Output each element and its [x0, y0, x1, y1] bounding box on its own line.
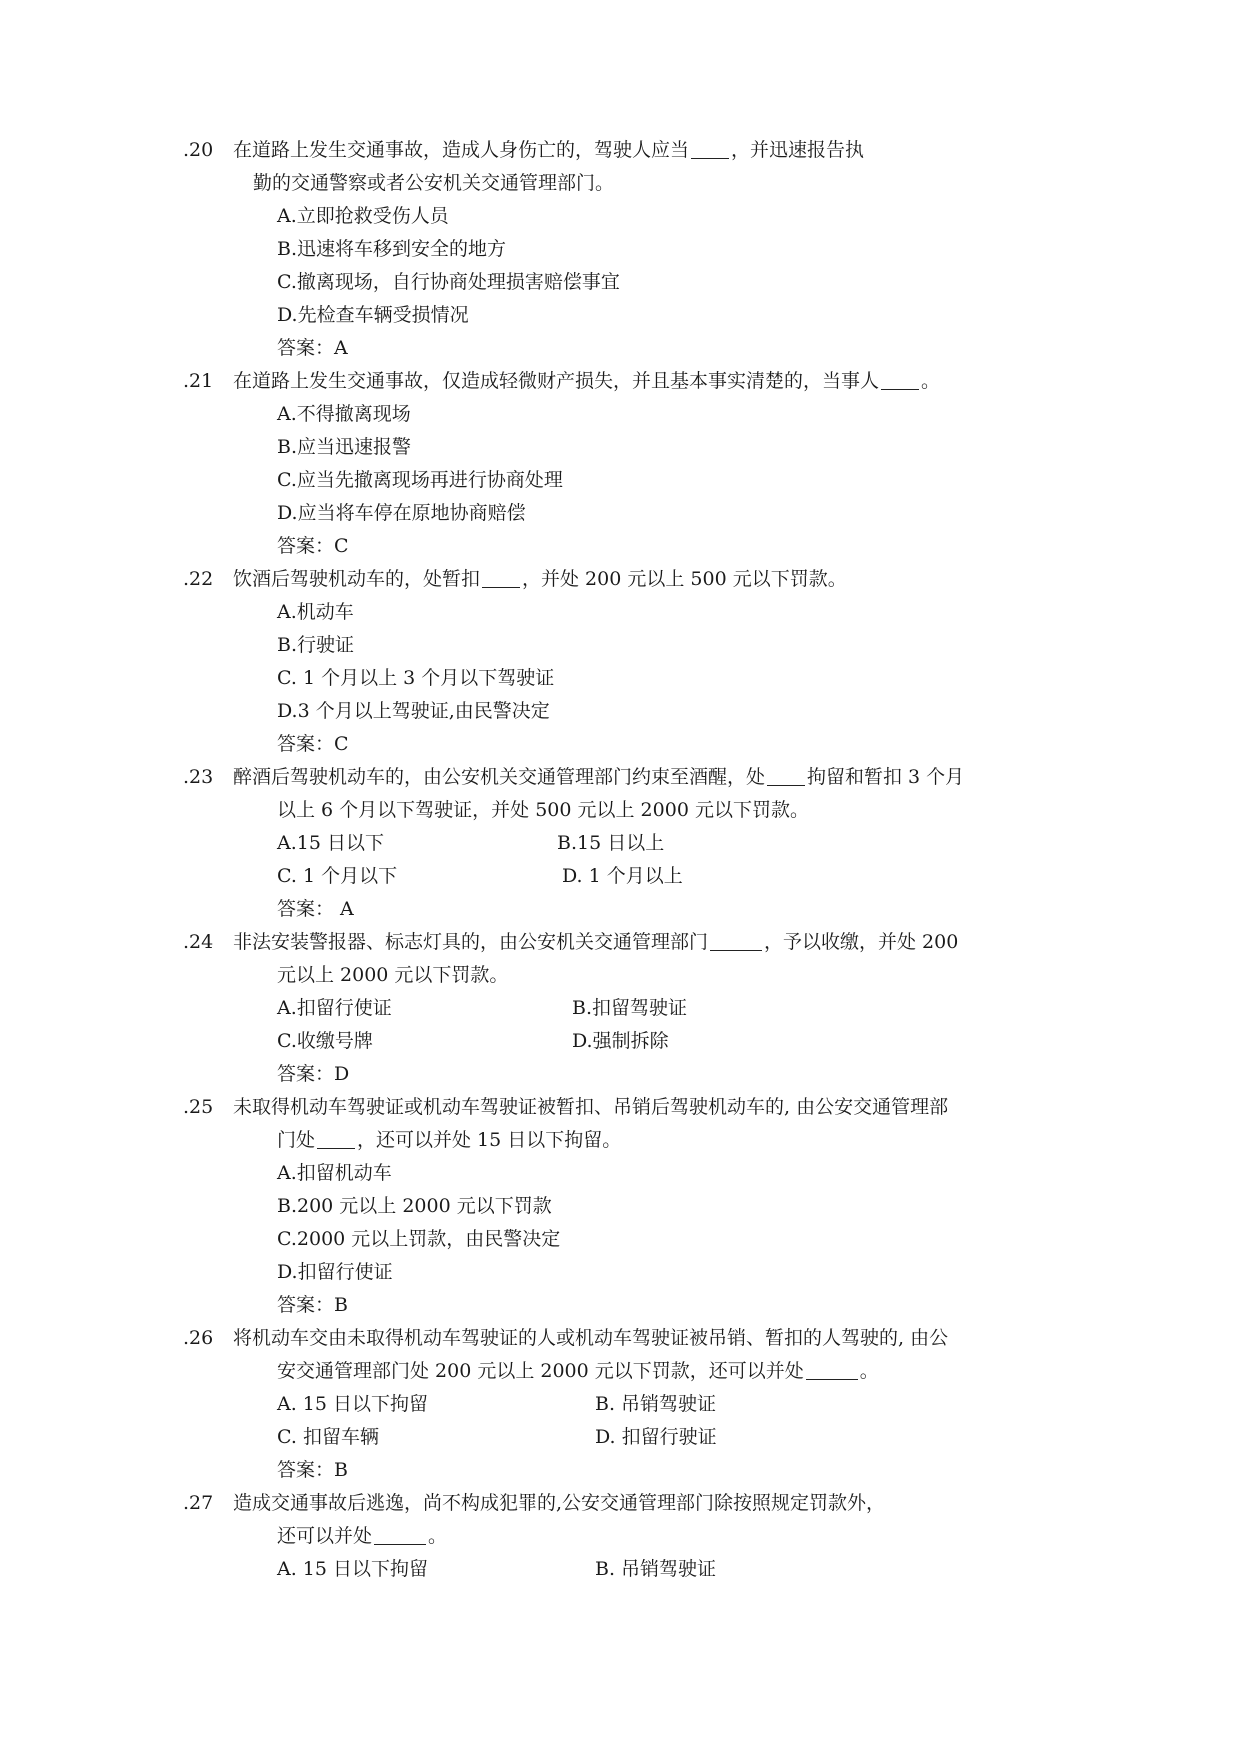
stem-text: 拘留和暂扣 3 个月 [807, 766, 965, 788]
answer: 答案：B [277, 1294, 348, 1316]
answer: 答案：C [277, 733, 349, 755]
stem-text: 醉酒后驾驶机动车的，由公安机关交通管理部门约束至酒醒，处 [233, 766, 766, 788]
option-row [183, 1553, 1063, 1586]
option-c: C. 1 个月以上 3 个月以下驾驶证 [277, 667, 555, 689]
answer: 答案：C [277, 535, 349, 557]
stem-text: 。 [921, 370, 941, 392]
answer: 答案：A [277, 337, 348, 359]
question-24 [183, 926, 1063, 1091]
option-b: B.行驶证 [277, 634, 355, 656]
answer-blank [317, 1126, 355, 1149]
option-d: D.先检查车辆受损情况 [277, 304, 469, 326]
stem-text: 在道路上发生交通事故，仅造成轻微财产损失，并且基本事实清楚的，当事人 [233, 370, 880, 392]
stem-text: 饮酒后驾驶机动车的，处暂扣 [233, 568, 481, 590]
question-26 [183, 1322, 1063, 1487]
answer: 答案：D [277, 1063, 350, 1085]
question-27 [183, 1487, 1063, 1586]
answer-blank [482, 565, 520, 588]
question-number: .21 [183, 370, 214, 392]
stem-text: ，并迅速报告执 [731, 139, 865, 161]
question-stem [183, 761, 1063, 794]
option-b: B.迅速将车移到安全的地方 [277, 238, 507, 260]
option-d: D.3 个月以上驾驶证,由民警决定 [277, 700, 550, 722]
option-a: A.机动车 [277, 601, 354, 623]
option-a: A. 15 日以下拘留 [277, 1393, 429, 1415]
question-number: .22 [183, 568, 214, 590]
question-number: .23 [183, 766, 214, 788]
question-21 [183, 365, 1063, 563]
stem-text: 还可以并处 [277, 1525, 373, 1547]
stem-text: ，并处 200 元以上 500 元以下罚款。 [522, 568, 847, 590]
option-b: B. 吊销驾驶证 [595, 1393, 717, 1415]
answer-blank [767, 763, 805, 786]
option-b: B.应当迅速报警 [277, 436, 412, 458]
option-a: A.不得撤离现场 [277, 403, 411, 425]
stem-continuation [183, 1520, 1063, 1553]
option-c: C. 扣留车辆 [277, 1426, 379, 1448]
stem-continuation: 元以上 2000 元以下罚款。 [277, 964, 509, 986]
option-d: D. 1 个月以上 [562, 865, 683, 887]
option-d: D. 扣留行驶证 [595, 1426, 717, 1448]
stem-text: 门处 [277, 1129, 316, 1151]
option-a: A.立即抢救受伤人员 [277, 205, 449, 227]
question-number: .25 [183, 1096, 214, 1118]
question-20 [183, 134, 1063, 365]
option-row [183, 1388, 1063, 1421]
question-stem [183, 365, 1063, 398]
option-c: C.收缴号牌 [277, 1030, 373, 1052]
option-b: B. 吊销驾驶证 [595, 1558, 717, 1580]
option-row [183, 860, 1063, 893]
stem-text: 。 [859, 1360, 879, 1382]
option-row [183, 992, 1063, 1025]
question-number: .27 [183, 1492, 214, 1514]
answer-blank [881, 367, 919, 390]
option-b: B.扣留驾驶证 [572, 997, 688, 1019]
answer: 答案：B [277, 1459, 348, 1481]
question-25 [183, 1091, 1063, 1322]
option-c: C. 1 个月以下 [277, 865, 398, 887]
stem-continuation [183, 1124, 1063, 1157]
option-c: C.撤离现场，自行协商处理损害赔偿事宜 [277, 271, 620, 293]
stem-text: 安交通管理部门处 200 元以上 2000 元以下罚款，还可以并处 [277, 1360, 804, 1382]
option-row [183, 1025, 1063, 1058]
option-c: C.2000 元以上罚款，由民警决定 [277, 1228, 561, 1250]
question-number: .26 [183, 1327, 214, 1349]
question-23 [183, 761, 1063, 926]
option-a: A.扣留机动车 [277, 1162, 392, 1184]
option-a: A.扣留行使证 [277, 997, 392, 1019]
answer-blank [374, 1522, 426, 1545]
option-row [183, 827, 1063, 860]
option-d: D.强制拆除 [572, 1030, 669, 1052]
question-number: .24 [183, 931, 214, 953]
option-a: A.15 日以下 [277, 832, 384, 854]
option-row [183, 1421, 1063, 1454]
question-stem [183, 1091, 1063, 1124]
stem-continuation: 勤的交通警察或者公安机关交通管理部门。 [253, 172, 615, 194]
stem-text: 在道路上发生交通事故，造成人身伤亡的，驾驶人应当 [233, 139, 690, 161]
stem-continuation [183, 1355, 1063, 1388]
question-stem [183, 1322, 1063, 1355]
option-c: C.应当先撤离现场再进行协商处理 [277, 469, 563, 491]
question-number: .20 [183, 139, 214, 161]
answer-blank [691, 136, 729, 159]
option-d: D.扣留行使证 [277, 1261, 393, 1283]
question-stem [183, 926, 1063, 959]
answer-blank [710, 928, 762, 951]
option-a: A. 15 日以下拘留 [277, 1558, 429, 1580]
stem-text: 非法安装警报器、标志灯具的，由公安机关交通管理部门 [233, 931, 709, 953]
stem-text: ，予以收缴，并处 200 [764, 931, 959, 953]
stem-continuation: 以上 6 个月以下驾驶证，并处 500 元以上 2000 元以下罚款。 [277, 799, 809, 821]
stem-text: 造成交通事故后逃逸，尚不构成犯罪的,公安交通管理部门除按照规定罚款外， [233, 1492, 886, 1514]
question-stem [183, 134, 1063, 167]
stem-text: 未取得机动车驾驶证或机动车驾驶证被暂扣、吊销后驾驶机动车的, 由公安交通管理部 [233, 1096, 949, 1118]
stem-text: 。 [428, 1525, 448, 1547]
answer: 答案： A [277, 898, 354, 920]
question-stem [183, 563, 1063, 596]
option-b: B.15 日以上 [557, 832, 665, 854]
question-stem [183, 1487, 1063, 1520]
stem-text: ，还可以并处 15 日以下拘留。 [357, 1129, 622, 1151]
question-22 [183, 563, 1063, 761]
stem-text: 将机动车交由未取得机动车驾驶证的人或机动车驾驶证被吊销、暂扣的人驾驶的, 由公 [233, 1327, 949, 1349]
option-b: B.200 元以上 2000 元以下罚款 [277, 1195, 552, 1217]
option-d: D.应当将车停在原地协商赔偿 [277, 502, 526, 524]
answer-blank [806, 1357, 858, 1380]
